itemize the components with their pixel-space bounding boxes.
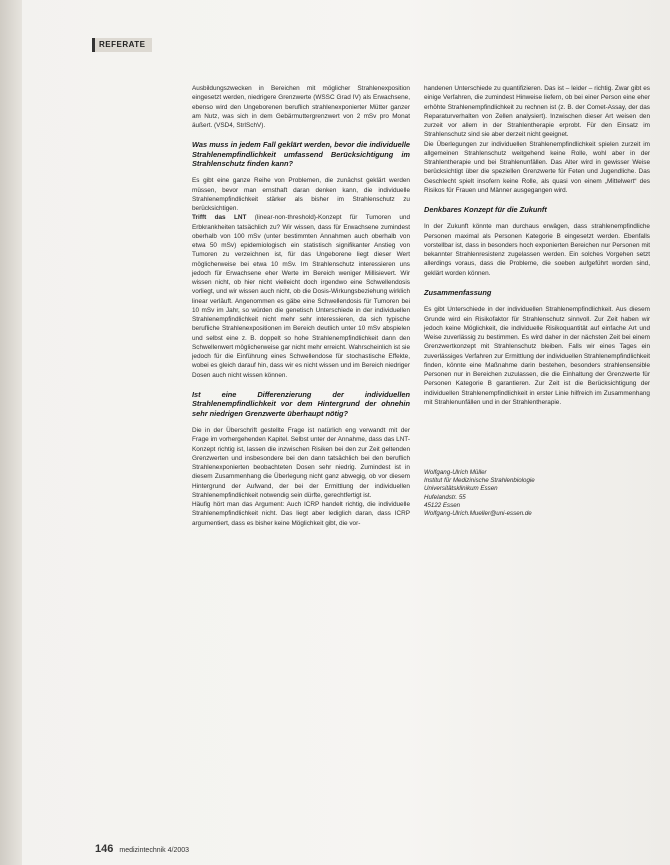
- page-footer: [95, 843, 189, 855]
- text-column-right: [424, 84, 650, 518]
- author-street: Hufelandstr. 55: [424, 493, 466, 501]
- paragraph: [192, 213, 410, 380]
- book-spine-shadow: [0, 0, 22, 865]
- paragraph: Es gibt Unterschiede in der individuellen Strahlenempfindlichkeit. Aus diesem Grunde wird ein Risikofaktor für Strahlenschutz sinnvoll. Zur Zeit haben wir jedoch keine Möglichkeit, die individuelle Risikoquantität auf einfache Art und Weise zuverlässig zu bestimmen. Es wird daher in der nächsten Zeit bei einem Grenzwertkonzept mit Strahlenschutz bleiben. Falls wir eines Tages ein zuverlässiges Verfahren zur Ermittlung der individuellen Strahlenempfindlichkeit finden, könnte eine Maßnahme darin bestehen, besonders strahlensensible Personen nur in Bereichen zuzulassen, die die Einhaltung der Grenzwerte für Personen Kategorie B garantieren. Zur Zeit ist die Berücksichtigung der individuellen Strahlenempfindlichkeit in erster Linie hilfreich im Zusammenhang mit Strahlenunfällen und in der Strahlentherapie.: [424, 306, 650, 406]
- author-name: Wolfgang-Ulrich Müller: [424, 469, 487, 477]
- paragraph: Es gibt eine ganze Reihe von Problemen, die zunächst geklärt werden müssen, bevor man ernsthaft daran denken kann, die individuelle Strahlenempfindlichkeit stärker als bisher im Strahlenschutz zu berücksichtigen.: [192, 177, 410, 213]
- section-heading: Was muss in jedem Fall geklärt werden, bevor die individuelle Strahlenempfindlichkeit umfassend Berücksichtigung im Strahlenschutz finden kann?: [192, 140, 410, 169]
- paragraph: Die Überlegungen zur individuellen Strahlenempfindlichkeit spielen zurzeit im allgemeinen Strahlenschutz weitgehend keine Rolle, wohl aber in der Strahlentherapie und bei Strahlenunfällen. Das Alter wird in gewisser Weise berücksichtigt über die speziellen Grenzwerte für Feten und Jugendliche. Das Geschlecht spielt insofern keine Rolle, als quasi von einem „Mittelwert“ des Risikos für Frauen und Männer ausgegangen wird.: [424, 140, 650, 194]
- paragraph: Ausbildungszwecken in Bereichen mit möglicher Strahlenexposition eingesetzt werden, niedrigere Grenzwerte (WSSC Grad IV) als Erwachsene, ebenso wird den Ungeborenen beruflich strahlenexponierter Mütter ganzer am Nutz, was sich in dem Gebärmuttergrenzwert von 2 mSv pro Monat äußert. (VSD4, StrlSchV).: [192, 85, 410, 129]
- author-city: 45122 Essen: [424, 501, 461, 509]
- text-column-left: [192, 84, 410, 528]
- lead-term: Trifft das LNT: [192, 214, 247, 222]
- paragraph-text: (linear-non-threshold)-Konzept für Tumoren und Erbkrankheiten tatsächlich zu? Wir wissen, dass für Erwachsene zumindest oberhalb von 100 mSv (unter bestimmten Annahmen auch oberhalb von etwa 50 mSv) epidemiologisch ein statistisch signifikanter Anstieg von Tumoren zu verzeichnen ist, für das Ungeborene liegt dieser Wert möglicherweise bei etwa 10 mSv. Im Strahlenschutz interessieren uns jedoch für Erwachsene eher Werte im Bereich weniger Millisievert. Wir wissen nicht, ob hier nicht vielleicht doch irgendwo eine Schwellendosis vorliegt, und wir wissen auch nicht, ob die Dosis-Wirkungsbeziehung wirklich linear verläuft. Angenommen es gäbe eine Schwellendosis für Tumoren bei 10 mSv im Jahr, so würden die genetisch Unterschiede in der individuellen Strahlenempfindlichkeit nicht mehr sehr interessieren, da sich typische berufliche Strahlenexpositionen im Bereich deutlich unter 10 mSv abspielen und selbst eine z. B. doppelt so hohe Strahlenempfindlichkeit dann den Schwellenwert möglicherweise gar nicht mehr erreicht. Wahrscheinlich ist sie jedoch für die Einführung eines Schwellendose für stochastische Effekte, wobei es gleich darauf hin, dass wir es nicht wissen und im Bereich niedriger Dosen auch nicht wissen können.: [192, 214, 410, 379]
- paragraph: handenen Unterschiede zu quantifizieren. Das ist – leider – richtig. Zwar gibt es einige Verfahren, die zumindest Hinweise liefern, ob bei einer Person eine eher erhöhte Strahlenempfindlichkeit zu rechnen ist (z. B. der Comet-Assay, der das Reparaturverhalten von Zellen analysiert). Inzwischen dieser Art weisen den zurzeit vor allem in der Strahlentherapie erprobt. Für den Einsatz im Strahlenschutz sind sie aber derzeit nicht geeignet.: [424, 85, 650, 139]
- paragraph: In der Zukunft könnte man durchaus erwägen, dass strahlenempfindliche Personen maximal als Personen Kategorie B eingesetzt werden. Ebenfalls vorstellbar ist, dass in besonders hoch exponierten Bereichen nur Personen mit bekannter Strahlenresistenz zugelassen werden. Ein solches Vorgehen setzt allerdings voraus, dass die Probleme, die soeben aufgeführt worden sind, geklärt worden können.: [424, 223, 650, 277]
- author-institute: Institut für Medizinische Strahlenbiologie: [424, 477, 535, 485]
- section-heading: Denkbares Konzept für die Zukunft: [424, 205, 547, 214]
- section-heading: Ist eine Differenzierung der individuellen Strahlenempfindlichkeit vor dem Hintergrund der ohnehin sehr niedrigen Grenzwerte überhaupt nötig?: [192, 389, 410, 418]
- paragraph: Die in der Überschrift gestellte Frage ist natürlich eng verwandt mit der Frage im vorhergehenden Kapitel. Selbst unter der Annahme, dass das LNT-Konzept richtig ist, lassen die inzwischen Risiken bei den zur Zeit geltenden Grenzwerten und insbesondere bei den dann tatsächlich bei den beruflich Strahlenexponierten beobachteten Dosen sehr niedrig. Zumindest ist in diesem Zusammenhang die Überlegung nicht ganz abwegig, ob vor diesem Hintergrund der Aufwand, der bei der Ermittlung der individuellen Strahlenempfindlichkeit notwendig sein dürfte, gerechtfertigt ist.: [192, 427, 410, 499]
- section-rubric: REFERATE: [92, 38, 152, 52]
- paragraph: Häufig hört man das Argument: Auch ICRP handelt richtig, die individuelle Strahlenempfindlichkeit nicht. Das liegt aber lediglich daran, dass ICRP argumentiert, dass es bisher keine Möglichkeit gibt, die vor-: [192, 501, 410, 527]
- section-heading: Zusammenfassung: [424, 287, 492, 297]
- page-number: 146: [95, 843, 114, 855]
- journal-name: medizintechnik 4/2003: [119, 847, 190, 854]
- author-institution: Universitätsklinikum Essen: [424, 485, 498, 493]
- author-email: Wolfgang-Ulrich.Mueller@uni-essen.de: [424, 510, 532, 518]
- author-block: [424, 469, 650, 518]
